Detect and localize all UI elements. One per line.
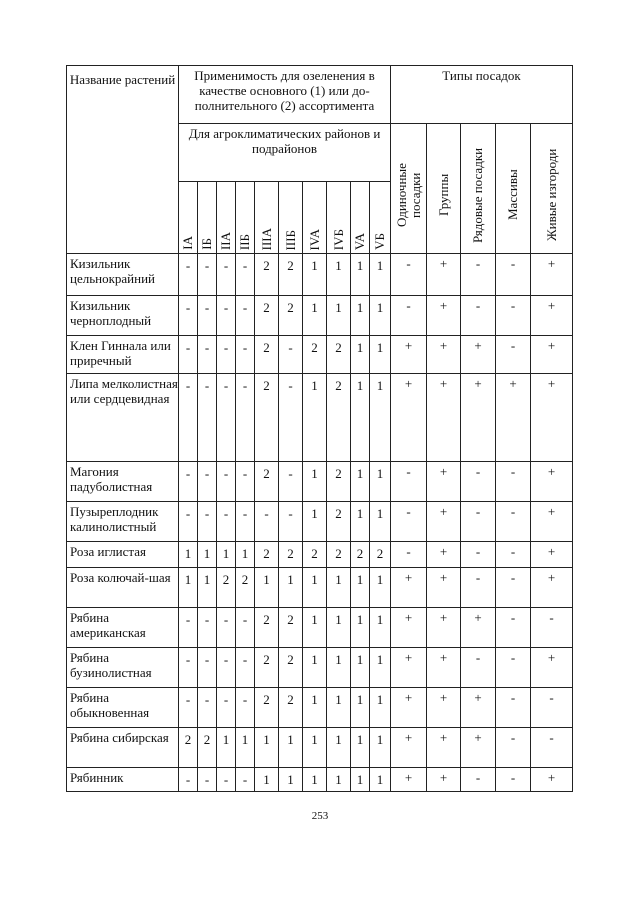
- applicability-value: -: [236, 502, 255, 542]
- plant-name: Рябина обыкновенная: [67, 688, 179, 728]
- planting-type-value: +: [427, 502, 461, 542]
- planting-type-value: +: [391, 374, 427, 462]
- applicability-value: 1: [327, 648, 351, 688]
- applicability-value: 1: [327, 254, 351, 296]
- planting-type-value: -: [496, 336, 531, 374]
- planting-type-value: +: [531, 502, 573, 542]
- table-row: [67, 608, 573, 648]
- applicability-value: 1: [351, 648, 370, 688]
- applicability-value: -: [198, 254, 217, 296]
- applicability-value: 2: [327, 502, 351, 542]
- applicability-value: 2: [255, 462, 279, 502]
- applicability-value: 1: [327, 768, 351, 792]
- applicability-value: -: [279, 502, 303, 542]
- applicability-value: 2: [279, 608, 303, 648]
- planting-type-header: Массивы: [496, 124, 531, 254]
- planting-type-value: -: [496, 568, 531, 608]
- applicability-value: -: [198, 648, 217, 688]
- applicability-value: 1: [370, 768, 391, 792]
- applicability-value: 2: [327, 374, 351, 462]
- planting-type-value: +: [461, 336, 496, 374]
- applicability-value: 1: [370, 462, 391, 502]
- planting-type-value: +: [531, 648, 573, 688]
- planting-type-value: +: [461, 374, 496, 462]
- applicability-value: 2: [279, 542, 303, 568]
- applicability-value: 1: [255, 768, 279, 792]
- planting-type-value: -: [391, 542, 427, 568]
- applicability-value: 2: [351, 542, 370, 568]
- plant-name: Рябина бузинолистная: [67, 648, 179, 688]
- applicability-value: 1: [327, 728, 351, 768]
- applicability-value: 2: [255, 254, 279, 296]
- plant-name: Роза колючай-шая: [67, 568, 179, 608]
- applicability-value: 1: [351, 502, 370, 542]
- applicability-value: 1: [217, 542, 236, 568]
- plant-name: Липа мелколистная или сердцевидная: [67, 374, 179, 462]
- plant-name: Пузыреплодник калинолистный: [67, 502, 179, 542]
- applicability-value: -: [255, 502, 279, 542]
- applicability-value: 1: [217, 728, 236, 768]
- applicability-value: 2: [179, 728, 198, 768]
- region-header: IVБ: [327, 182, 351, 254]
- applicability-value: -: [236, 462, 255, 502]
- applicability-value: 1: [303, 374, 327, 462]
- applicability-value: -: [179, 768, 198, 792]
- planting-type-value: -: [496, 542, 531, 568]
- applicability-value: -: [217, 608, 236, 648]
- table-row: [67, 542, 573, 568]
- planting-type-value: -: [461, 462, 496, 502]
- applicability-value: -: [217, 648, 236, 688]
- table-row: [67, 502, 573, 542]
- applicability-value: -: [179, 254, 198, 296]
- region-header: IIБ: [236, 182, 255, 254]
- applicability-value: -: [236, 254, 255, 296]
- applicability-value: 2: [327, 462, 351, 502]
- applicability-value: -: [179, 688, 198, 728]
- planting-type-header: Группы: [427, 124, 461, 254]
- region-header: IA: [179, 182, 198, 254]
- planting-type-value: +: [391, 648, 427, 688]
- region-header: VA: [351, 182, 370, 254]
- plant-name: Рябина американская: [67, 608, 179, 648]
- applicability-value: 2: [327, 542, 351, 568]
- applicability-value: 1: [303, 296, 327, 336]
- planting-type-value: +: [496, 374, 531, 462]
- applicability-value: -: [179, 608, 198, 648]
- applicability-value: -: [198, 462, 217, 502]
- applicability-value: 1: [279, 568, 303, 608]
- planting-type-value: +: [531, 542, 573, 568]
- applicability-value: 2: [255, 608, 279, 648]
- planting-type-value: +: [391, 568, 427, 608]
- applicability-value: 2: [370, 542, 391, 568]
- planting-type-value: -: [531, 688, 573, 728]
- plant-name: Рябинник: [67, 768, 179, 792]
- applicability-value: 1: [351, 728, 370, 768]
- planting-type-value: -: [391, 502, 427, 542]
- applicability-value: 1: [370, 688, 391, 728]
- applicability-value: 2: [279, 688, 303, 728]
- applicability-value: 1: [179, 568, 198, 608]
- table-row: [67, 568, 573, 608]
- applicability-value: 1: [303, 728, 327, 768]
- applicability-value: 1: [351, 296, 370, 336]
- applicability-value: 1: [236, 728, 255, 768]
- applicability-value: -: [198, 296, 217, 336]
- applicability-value: -: [198, 688, 217, 728]
- table-row: [67, 648, 573, 688]
- applicability-value: -: [217, 374, 236, 462]
- applicability-value: -: [217, 462, 236, 502]
- applicability-value: 1: [351, 568, 370, 608]
- planting-type-value: -: [461, 768, 496, 792]
- table-row: [67, 374, 573, 462]
- header-planting-types: Типы посадок: [391, 66, 573, 124]
- plant-name: Роза иглистая: [67, 542, 179, 568]
- page-number: 253: [311, 810, 329, 822]
- planting-type-value: +: [531, 568, 573, 608]
- planting-type-value: -: [496, 254, 531, 296]
- planting-type-value: -: [496, 648, 531, 688]
- planting-type-value: -: [391, 296, 427, 336]
- planting-type-value: +: [427, 568, 461, 608]
- applicability-value: 1: [351, 254, 370, 296]
- planting-type-value: -: [461, 568, 496, 608]
- planting-type-value: +: [531, 768, 573, 792]
- planting-type-value: -: [496, 502, 531, 542]
- applicability-value: 1: [351, 462, 370, 502]
- planting-type-value: -: [391, 462, 427, 502]
- planting-type-value: +: [427, 688, 461, 728]
- applicability-value: 1: [370, 728, 391, 768]
- applicability-value: 1: [279, 768, 303, 792]
- applicability-value: 1: [236, 542, 255, 568]
- applicability-value: -: [179, 336, 198, 374]
- planting-type-value: +: [427, 542, 461, 568]
- planting-type-value: +: [461, 728, 496, 768]
- applicability-value: 1: [303, 502, 327, 542]
- planting-type-header: Одиночные посадки: [391, 124, 427, 254]
- applicability-value: -: [179, 462, 198, 502]
- header-applicability: Применимость для озеленения в качестве основного (1) или до-полнительного (2) ассортимента: [179, 66, 391, 124]
- planting-type-value: +: [461, 608, 496, 648]
- applicability-value: 1: [303, 688, 327, 728]
- applicability-value: 1: [327, 608, 351, 648]
- applicability-value: -: [198, 336, 217, 374]
- applicability-value: 2: [327, 336, 351, 374]
- planting-type-value: +: [427, 254, 461, 296]
- applicability-value: -: [179, 502, 198, 542]
- applicability-value: -: [217, 502, 236, 542]
- planting-type-value: -: [391, 254, 427, 296]
- applicability-value: -: [279, 374, 303, 462]
- planting-type-value: +: [427, 648, 461, 688]
- table-row: [67, 462, 573, 502]
- applicability-value: 2: [279, 648, 303, 688]
- plant-name: Клен Гиннала или приречный: [67, 336, 179, 374]
- applicability-value: -: [198, 374, 217, 462]
- applicability-value: 1: [303, 608, 327, 648]
- region-header: IIIA: [255, 182, 279, 254]
- applicability-value: 1: [303, 768, 327, 792]
- table-row: [67, 296, 573, 336]
- planting-type-value: -: [461, 254, 496, 296]
- planting-type-value: +: [391, 768, 427, 792]
- applicability-value: 1: [179, 542, 198, 568]
- applicability-value: -: [236, 608, 255, 648]
- applicability-value: 2: [255, 648, 279, 688]
- applicability-value: -: [236, 336, 255, 374]
- planting-type-value: -: [531, 608, 573, 648]
- table-row: [67, 336, 573, 374]
- applicability-value: -: [236, 296, 255, 336]
- planting-type-value: +: [427, 336, 461, 374]
- applicability-value: 1: [303, 254, 327, 296]
- applicability-value: 1: [255, 728, 279, 768]
- applicability-value: 2: [255, 374, 279, 462]
- planting-type-value: -: [496, 688, 531, 728]
- applicability-value: -: [179, 374, 198, 462]
- applicability-value: 1: [370, 374, 391, 462]
- region-header: IIA: [217, 182, 236, 254]
- planting-type-value: +: [427, 608, 461, 648]
- region-header: IVA: [303, 182, 327, 254]
- applicability-value: -: [217, 254, 236, 296]
- planting-type-value: -: [496, 462, 531, 502]
- applicability-value: -: [236, 688, 255, 728]
- applicability-value: -: [198, 502, 217, 542]
- plant-name: Кизильник цельнокрайний: [67, 254, 179, 296]
- region-header: VБ: [370, 182, 391, 254]
- applicability-value: 1: [370, 568, 391, 608]
- applicability-value: -: [279, 462, 303, 502]
- applicability-value: 1: [370, 254, 391, 296]
- applicability-value: -: [217, 296, 236, 336]
- applicability-value: 1: [327, 688, 351, 728]
- applicability-value: 2: [255, 336, 279, 374]
- applicability-value: 1: [351, 768, 370, 792]
- planting-type-value: -: [496, 728, 531, 768]
- planting-type-value: +: [391, 688, 427, 728]
- applicability-value: 2: [236, 568, 255, 608]
- applicability-value: 1: [370, 296, 391, 336]
- applicability-value: -: [279, 336, 303, 374]
- planting-type-value: -: [461, 502, 496, 542]
- applicability-value: -: [179, 296, 198, 336]
- planting-type-value: +: [427, 374, 461, 462]
- applicability-value: -: [236, 374, 255, 462]
- table-row: [67, 254, 573, 296]
- applicability-value: 2: [303, 336, 327, 374]
- applicability-value: 1: [351, 688, 370, 728]
- applicability-value: 1: [303, 462, 327, 502]
- table-row: [67, 688, 573, 728]
- applicability-value: 1: [327, 296, 351, 336]
- applicability-value: 1: [255, 568, 279, 608]
- planting-type-value: -: [496, 608, 531, 648]
- applicability-value: 2: [198, 728, 217, 768]
- applicability-value: 2: [279, 296, 303, 336]
- applicability-value: 2: [255, 688, 279, 728]
- applicability-value: 1: [303, 648, 327, 688]
- planting-type-value: +: [461, 688, 496, 728]
- header-plant-name: Название растений: [67, 66, 179, 254]
- applicability-value: 1: [351, 608, 370, 648]
- header-regions: Для агроклиматических районов и подрайонов: [179, 124, 391, 182]
- planting-type-value: +: [391, 336, 427, 374]
- planting-type-header: Живые изгороди: [531, 124, 573, 254]
- planting-type-value: -: [496, 768, 531, 792]
- planting-type-value: +: [531, 462, 573, 502]
- applicability-value: 2: [279, 254, 303, 296]
- applicability-value: -: [179, 648, 198, 688]
- applicability-value: 1: [351, 336, 370, 374]
- applicability-value: -: [236, 768, 255, 792]
- planting-type-value: +: [427, 296, 461, 336]
- applicability-value: -: [217, 336, 236, 374]
- planting-type-value: -: [461, 542, 496, 568]
- planting-type-value: +: [531, 254, 573, 296]
- planting-type-value: -: [496, 296, 531, 336]
- plants-table: [66, 65, 573, 792]
- region-header: IIIБ: [279, 182, 303, 254]
- applicability-value: -: [217, 768, 236, 792]
- planting-type-value: +: [427, 728, 461, 768]
- applicability-value: 1: [303, 568, 327, 608]
- planting-type-value: +: [531, 296, 573, 336]
- planting-type-value: -: [461, 296, 496, 336]
- planting-type-value: -: [531, 728, 573, 768]
- applicability-value: 1: [198, 568, 217, 608]
- plant-name: Кизильник черноплодный: [67, 296, 179, 336]
- planting-type-header: Рядовые посадки: [461, 124, 496, 254]
- planting-type-value: +: [391, 608, 427, 648]
- planting-type-value: +: [391, 728, 427, 768]
- applicability-value: -: [217, 688, 236, 728]
- plant-name: Магония падуболистная: [67, 462, 179, 502]
- planting-type-value: +: [427, 462, 461, 502]
- applicability-value: 1: [327, 568, 351, 608]
- applicability-value: 2: [303, 542, 327, 568]
- applicability-value: 1: [370, 648, 391, 688]
- applicability-value: -: [198, 768, 217, 792]
- applicability-value: 1: [198, 542, 217, 568]
- applicability-value: 2: [217, 568, 236, 608]
- region-header: IБ: [198, 182, 217, 254]
- plant-name: Рябина сибирская: [67, 728, 179, 768]
- planting-type-value: +: [531, 374, 573, 462]
- applicability-value: -: [236, 648, 255, 688]
- applicability-value: 1: [351, 374, 370, 462]
- planting-type-value: +: [427, 768, 461, 792]
- applicability-value: 2: [255, 296, 279, 336]
- applicability-value: 2: [255, 542, 279, 568]
- table-row: [67, 728, 573, 768]
- applicability-value: -: [198, 608, 217, 648]
- applicability-value: 1: [279, 728, 303, 768]
- planting-type-value: -: [461, 648, 496, 688]
- applicability-value: 1: [370, 336, 391, 374]
- applicability-value: 1: [370, 608, 391, 648]
- table-row: [67, 768, 573, 792]
- planting-type-value: +: [531, 336, 573, 374]
- applicability-value: 1: [370, 502, 391, 542]
